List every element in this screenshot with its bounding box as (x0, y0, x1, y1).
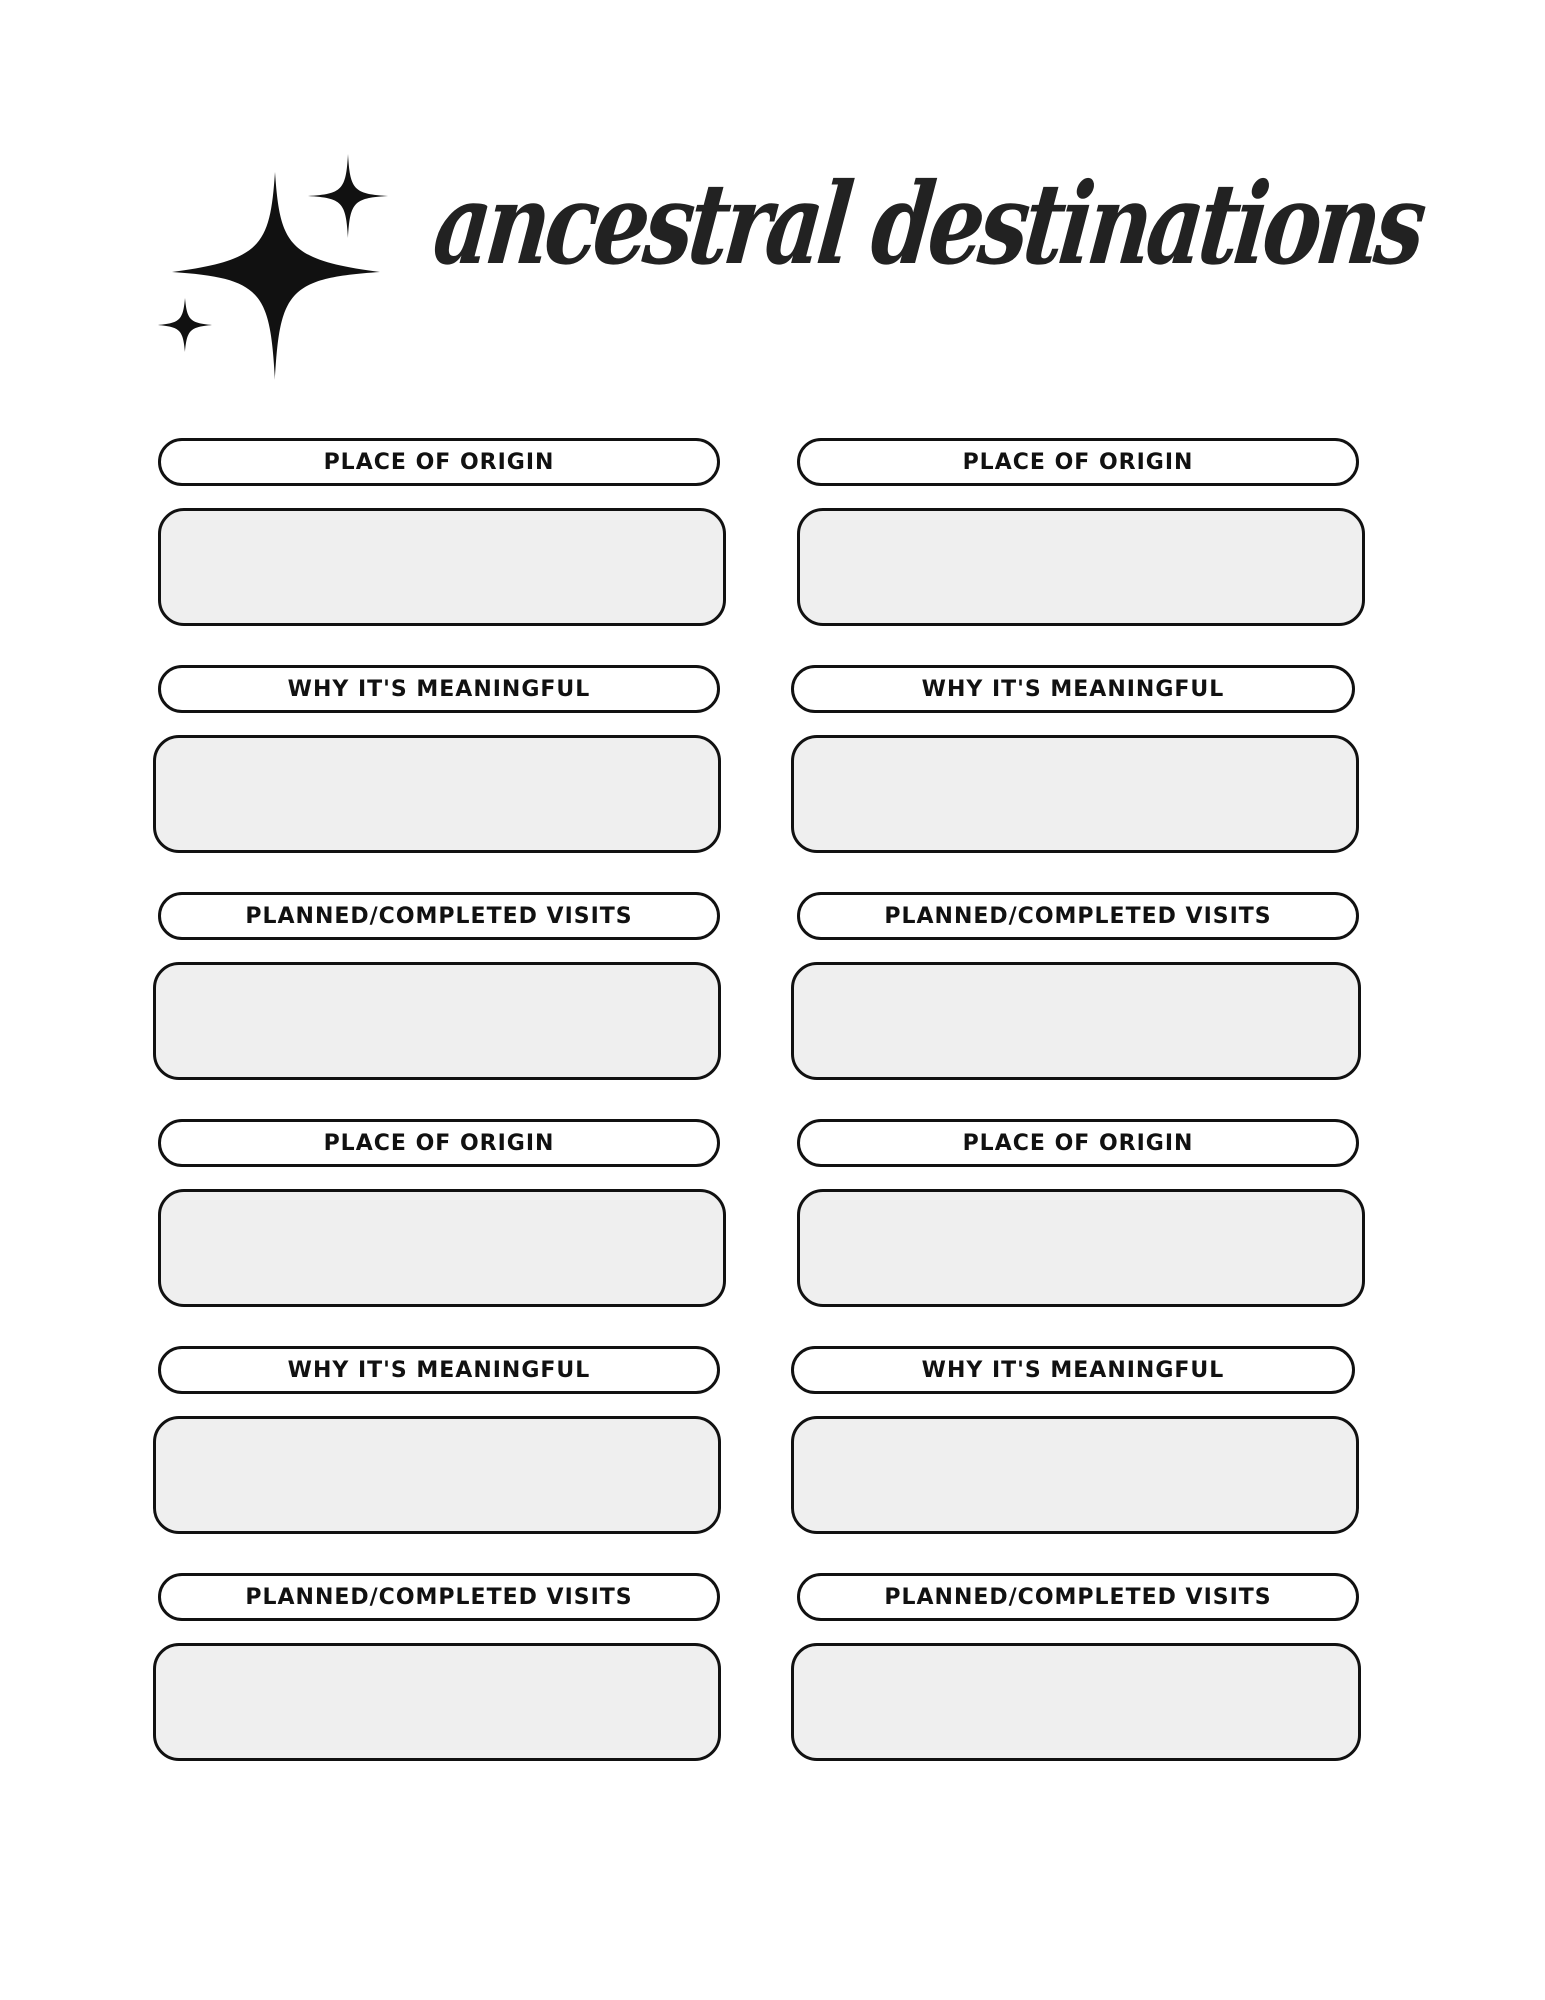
visits-field[interactable] (153, 962, 721, 1080)
why-meaningful-field[interactable] (153, 1416, 721, 1534)
label-text: WHY IT'S MEANINGFUL (287, 676, 591, 702)
label-place-of-origin (797, 1119, 1359, 1167)
visits-field[interactable] (153, 1643, 721, 1761)
label-visits (797, 1573, 1359, 1621)
label-visits (797, 892, 1359, 940)
why-meaningful-field[interactable] (791, 1416, 1359, 1534)
label-why-meaningful (791, 1346, 1355, 1394)
label-text: PLACE OF ORIGIN (323, 1130, 555, 1156)
place-of-origin-field[interactable] (158, 1189, 726, 1307)
label-text: PLACE OF ORIGIN (962, 1130, 1194, 1156)
page-title: ancestral destinations (427, 159, 1428, 290)
label-place-of-origin (797, 438, 1359, 486)
place-of-origin-field[interactable] (158, 508, 726, 626)
label-text: PLANNED/COMPLETED VISITS (884, 903, 1272, 929)
why-meaningful-field[interactable] (791, 735, 1359, 853)
label-text: PLACE OF ORIGIN (962, 449, 1194, 475)
label-why-meaningful (158, 665, 720, 713)
label-why-meaningful (158, 1346, 720, 1394)
label-text: PLANNED/COMPLETED VISITS (245, 903, 633, 929)
tiny-sparkle-icon (158, 298, 212, 352)
label-text: PLANNED/COMPLETED VISITS (245, 1584, 633, 1610)
visits-field[interactable] (791, 1643, 1361, 1761)
label-why-meaningful (791, 665, 1355, 713)
place-of-origin-field[interactable] (797, 1189, 1365, 1307)
place-of-origin-field[interactable] (797, 508, 1365, 626)
label-visits (158, 892, 720, 940)
visits-field[interactable] (791, 962, 1361, 1080)
label-text: PLACE OF ORIGIN (323, 449, 555, 475)
label-place-of-origin (158, 438, 720, 486)
label-text: WHY IT'S MEANINGFUL (921, 1357, 1225, 1383)
why-meaningful-field[interactable] (153, 735, 721, 853)
sparkle-stars-icon (150, 150, 400, 390)
label-visits (158, 1573, 720, 1621)
label-place-of-origin (158, 1119, 720, 1167)
label-text: PLANNED/COMPLETED VISITS (884, 1584, 1272, 1610)
label-text: WHY IT'S MEANINGFUL (921, 676, 1225, 702)
label-text: WHY IT'S MEANINGFUL (287, 1357, 591, 1383)
small-sparkle-icon (308, 154, 388, 238)
